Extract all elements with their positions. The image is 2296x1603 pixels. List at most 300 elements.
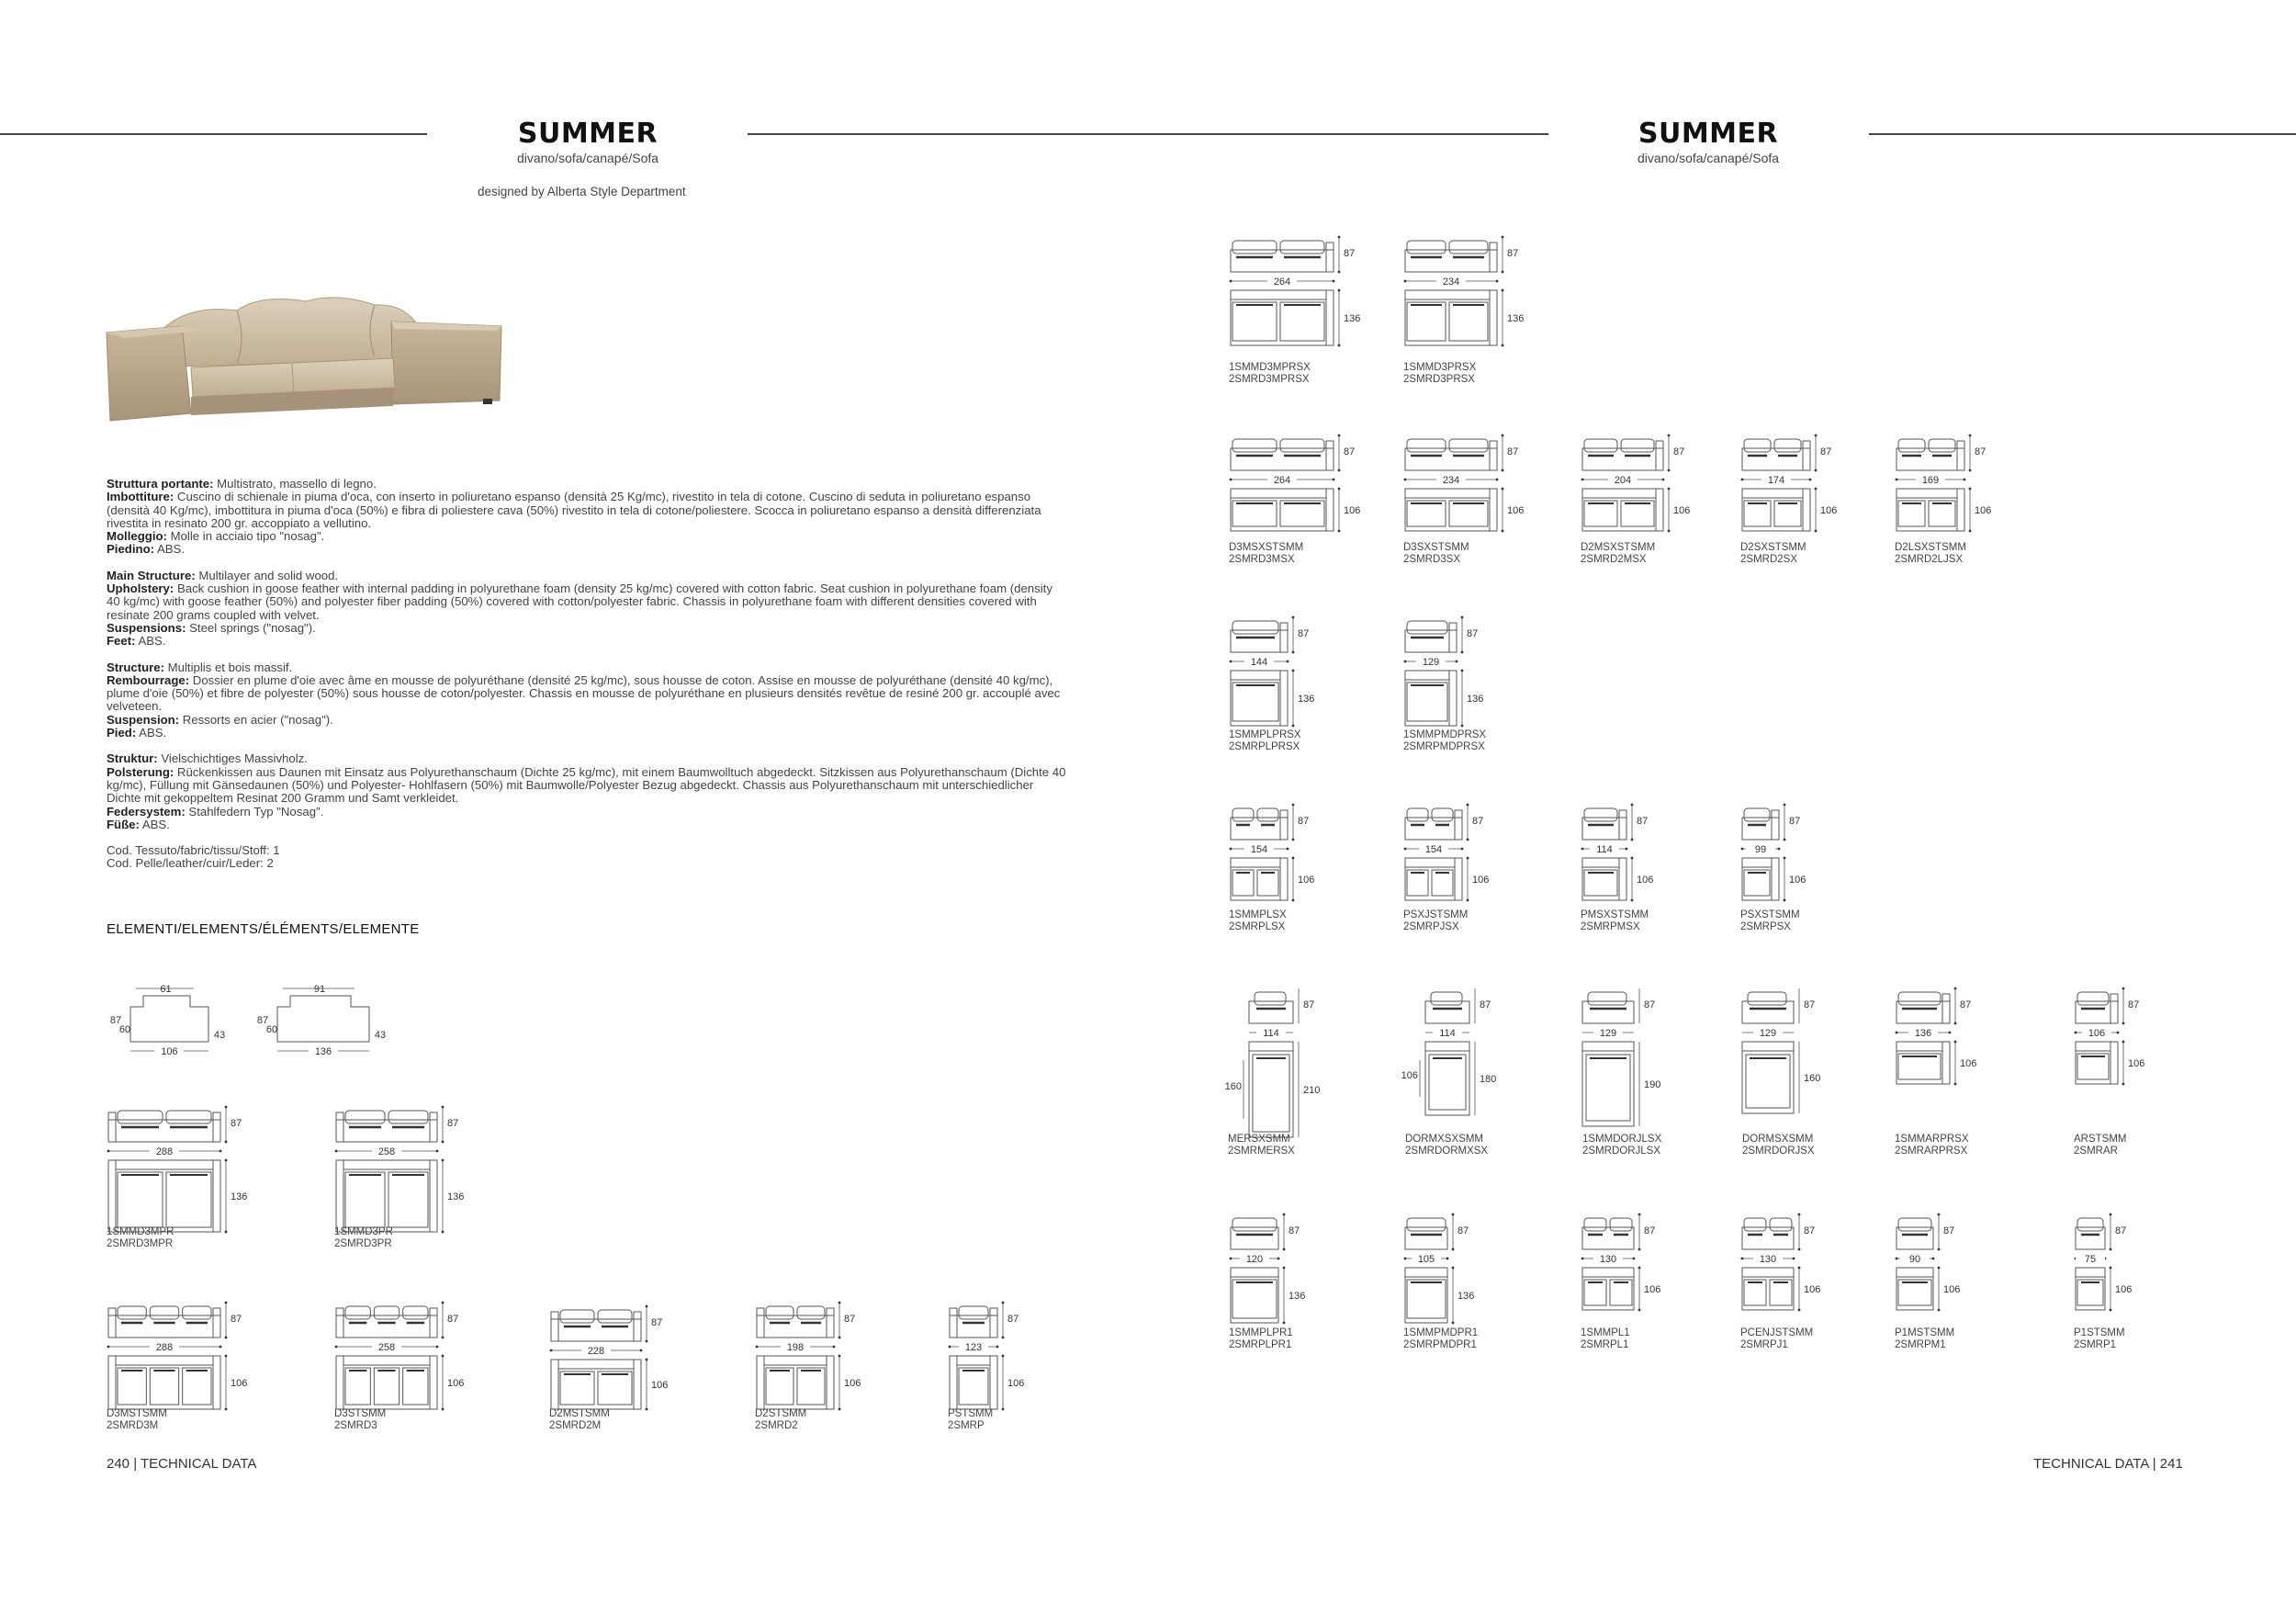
spec-label: Main Structure: xyxy=(107,568,196,582)
spec-label: Pied: xyxy=(107,726,137,740)
leather-code: 2SMRPSX xyxy=(1740,920,1791,932)
element-code xyxy=(107,1408,167,1431)
page-subtitle-left: divano/sofa/canapé/Sofa xyxy=(516,151,659,165)
depth-dimension: 106 xyxy=(651,1380,669,1391)
fabric-code: 1SMMPMDPR1 xyxy=(1403,1327,1479,1338)
width-dimension: 198 xyxy=(786,1342,805,1353)
fabric-code: D2STSMM xyxy=(755,1408,807,1419)
element-code xyxy=(1229,1327,1293,1350)
plan-view xyxy=(2076,1267,2132,1312)
element-code xyxy=(1229,729,1301,752)
height-dimension: 87 xyxy=(1007,1314,1019,1325)
plan-view xyxy=(1401,1042,1497,1115)
width-dimension: 136 xyxy=(1914,1028,1932,1039)
element-code xyxy=(1403,909,1468,932)
leather-code: 2SMRD3MPR xyxy=(107,1237,174,1249)
plan-view xyxy=(1896,488,1991,533)
front-elevation xyxy=(1582,435,1684,472)
width-dimension-line xyxy=(1581,842,1628,855)
fabric-code: PSXSTSMM xyxy=(1740,909,1800,920)
element-drawing xyxy=(1231,805,1324,920)
spec-text: Vielschichtiges Massivholz. xyxy=(157,751,308,766)
cushion-height-dimension: 87 xyxy=(109,1015,122,1026)
width-dimension: 288 xyxy=(155,1342,174,1353)
height-dimension: 87 xyxy=(1943,1225,1955,1236)
element-drawing xyxy=(1742,805,1816,920)
front-elevation xyxy=(336,1302,458,1339)
element-code xyxy=(107,1226,174,1249)
front-elevation xyxy=(1582,804,1648,841)
element-drawing xyxy=(1742,1214,1830,1330)
leather-code: 2SMRDORJSX xyxy=(1742,1145,1815,1157)
width-dimension-line xyxy=(756,1340,836,1353)
fabric-code: PSXJSTSMM xyxy=(1403,909,1469,920)
element-drawing xyxy=(2076,1214,2142,1330)
width-dimension: 129 xyxy=(1759,1028,1777,1039)
front-elevation xyxy=(1742,804,1800,841)
height-dimension: 87 xyxy=(844,1314,856,1325)
element-code xyxy=(1403,1327,1478,1350)
front-elevation xyxy=(1231,1214,1300,1251)
height-dimension: 87 xyxy=(1644,1225,1656,1236)
plan-view xyxy=(1742,1267,1820,1312)
spec-label: Piedino: xyxy=(107,542,155,557)
leather-code: 2SMRPMSX xyxy=(1581,920,1640,932)
width-dimension: 123 xyxy=(964,1342,983,1353)
depth-dimension: 190 xyxy=(1644,1079,1661,1090)
width-dimension: 154 xyxy=(1424,844,1443,855)
leather-code: 2SMRD2M xyxy=(549,1419,602,1431)
width-dimension: 288 xyxy=(155,1146,174,1157)
height-dimension: 87 xyxy=(1960,999,1972,1010)
element-code xyxy=(1740,542,1806,565)
page-footer-right: TECHNICAL DATA | 241 xyxy=(2033,1456,2183,1472)
fabric-code: 1SMMD3PR xyxy=(334,1226,393,1237)
spec-label: Feet: xyxy=(107,634,136,649)
spec-text: ABS. xyxy=(154,542,186,557)
sofa-product-image xyxy=(99,276,514,423)
width-dimension: 258 xyxy=(377,1146,396,1157)
width-dimension: 258 xyxy=(377,1342,396,1353)
front-elevation xyxy=(2076,988,2139,1025)
plan-view xyxy=(108,1355,247,1411)
depth-dimension: 106 xyxy=(2128,1058,2145,1069)
height-dimension: 87 xyxy=(231,1314,242,1325)
height-dimension: 87 xyxy=(1789,816,1801,827)
leather-code: 2SMRPMDPRSX xyxy=(1403,740,1485,752)
depth-dimension: 106 xyxy=(1975,505,1992,516)
fabric-code: P1STSMM xyxy=(2074,1327,2125,1338)
height-dimension: 87 xyxy=(447,1314,459,1325)
spec-text: Molle in acciaio tipo "nosag". xyxy=(166,529,325,544)
element-code xyxy=(1228,1134,1295,1157)
element-code xyxy=(755,1408,806,1431)
width-dimension: 154 xyxy=(1250,844,1268,855)
plan-view xyxy=(2076,1041,2144,1086)
height-dimension: 87 xyxy=(2128,999,2140,1010)
leather-code: 2SMRD2 xyxy=(755,1419,798,1431)
width-dimension: 130 xyxy=(1759,1254,1777,1265)
leather-code: 2SMRD3 xyxy=(334,1419,377,1431)
depth-dimension: 136 xyxy=(1507,313,1525,324)
width-dimension-line xyxy=(1230,655,1289,668)
fabric-code: D3SXSTSMM xyxy=(1403,542,1469,553)
front-elevation xyxy=(1405,804,1483,841)
cushion-top-dimension: 61 xyxy=(160,984,172,995)
fabric-code: 1SMMD3PRSX xyxy=(1403,362,1477,373)
fabric-code: 1SMMD3MPR xyxy=(107,1226,174,1237)
element-drawing xyxy=(1896,988,1986,1104)
element-code xyxy=(1581,542,1655,565)
front-elevation xyxy=(1582,1214,1655,1251)
fabric-code: PSTSMM xyxy=(948,1408,994,1419)
element-drawing xyxy=(1401,988,1506,1135)
width-dimension-line xyxy=(949,1340,999,1353)
depth-dimension: 210 xyxy=(1303,1085,1321,1096)
element-drawing xyxy=(1231,1214,1315,1343)
header-rule-right xyxy=(1869,133,2296,135)
height-dimension: 87 xyxy=(1458,1225,1469,1236)
front-elevation xyxy=(950,1302,1019,1339)
width-dimension: 114 xyxy=(1439,1028,1456,1039)
depth-dimension: 106 xyxy=(1644,1284,1661,1295)
spec-label: Struktur: xyxy=(107,751,158,766)
plan-view xyxy=(1582,1042,1660,1126)
spec-text: Cod. Tessuto/fabric/tissu/Stoff: 1 xyxy=(107,843,280,858)
element-drawing xyxy=(1405,1214,1484,1343)
header-rule-left xyxy=(0,133,427,135)
width-dimension-line xyxy=(1896,1026,1952,1039)
height-dimension: 87 xyxy=(231,1118,242,1129)
front-elevation xyxy=(1405,435,1518,472)
element-drawing xyxy=(1582,1214,1671,1330)
plan-view xyxy=(1225,1042,1321,1137)
cushion-inner-dimension: 60 xyxy=(118,1024,131,1035)
width-dimension-line xyxy=(107,1340,222,1353)
front-elevation xyxy=(1231,236,1355,274)
fabric-code: 1SMMPLPR1 xyxy=(1229,1327,1293,1338)
spec-block xyxy=(107,478,1069,557)
depth-dimension: 106 xyxy=(1820,505,1838,516)
leather-code: 2SMRPM1 xyxy=(1895,1338,1946,1350)
depth-dimension: 136 xyxy=(1467,694,1484,705)
height-dimension: 87 xyxy=(1820,446,1832,457)
element-code xyxy=(1582,1134,1661,1157)
plan-view xyxy=(108,1159,247,1234)
fabric-code: PCENJSTSMM xyxy=(1740,1327,1814,1338)
depth-dimension: 106 xyxy=(1789,875,1806,886)
element-drawing xyxy=(1896,435,2001,551)
plan-view xyxy=(1405,488,1524,533)
page-title-left: SUMMER xyxy=(517,118,658,150)
leather-code: 2SMRD3PR xyxy=(334,1237,392,1249)
element-code xyxy=(1403,542,1469,565)
width-dimension-line xyxy=(1230,1252,1280,1265)
element-code xyxy=(334,1226,393,1249)
height-dimension: 87 xyxy=(1975,446,1986,457)
leather-code: 2SMRD3SX xyxy=(1403,553,1460,565)
width-dimension-line xyxy=(1742,1026,1794,1039)
width-dimension-line xyxy=(2075,1026,2120,1039)
width-dimension-line xyxy=(1249,1026,1293,1039)
width-dimension: 114 xyxy=(1596,844,1613,855)
element-drawing xyxy=(1742,435,1847,551)
depth-dimension: 106 xyxy=(2115,1284,2133,1295)
element-drawing xyxy=(1564,988,1671,1146)
leather-code: 2SMRPL1 xyxy=(1581,1338,1629,1350)
width-dimension-line xyxy=(107,1145,222,1157)
element-drawing xyxy=(1231,237,1370,366)
leather-code: 2SMRD2MSX xyxy=(1581,553,1647,565)
plan-view xyxy=(1582,488,1690,533)
leather-code: 2SMRD3MPRSX xyxy=(1229,373,1310,385)
spec-text: Ressorts en acier ("nosag"). xyxy=(179,712,333,727)
height-dimension: 87 xyxy=(1344,446,1356,457)
plan-view xyxy=(1231,289,1360,347)
spec-label: Rembourrage: xyxy=(107,672,190,687)
fabric-code: 1SMMPL1 xyxy=(1581,1327,1630,1338)
leather-code: 2SMRD3M xyxy=(107,1419,159,1431)
leather-code: 2SMRD3MSX xyxy=(1229,553,1295,565)
secondary-depth-dimension: 160 xyxy=(1224,1081,1242,1092)
cushion-drawing xyxy=(108,985,242,1058)
front-elevation xyxy=(757,1302,855,1339)
plan-view xyxy=(950,1355,1024,1411)
front-elevation xyxy=(1582,988,1655,1023)
height-dimension: 87 xyxy=(1472,816,1484,827)
element-code xyxy=(1405,1134,1488,1157)
cushion-inner-dimension: 60 xyxy=(265,1024,278,1035)
leather-code: 2SMRDORJLSX xyxy=(1582,1145,1660,1157)
depth-dimension: 180 xyxy=(1480,1074,1497,1085)
plan-view xyxy=(1896,1267,1960,1312)
spec-label: Upholstery: xyxy=(107,581,174,596)
fabric-code: MERSXSMM xyxy=(1228,1134,1290,1145)
front-elevation xyxy=(1231,616,1309,654)
front-elevation xyxy=(1896,435,1986,472)
fabric-code: 1SMMDORJLSX xyxy=(1582,1134,1662,1145)
width-dimension-line xyxy=(1581,1252,1636,1265)
element-code xyxy=(1581,1327,1630,1350)
width-dimension: 234 xyxy=(1442,475,1460,486)
fabric-code: 1SMMD3MPRSX xyxy=(1229,362,1311,373)
width-dimension-line xyxy=(1230,842,1289,855)
element-code xyxy=(1229,542,1303,565)
element-code xyxy=(948,1408,993,1431)
fabric-code: D3MSXSTSMM xyxy=(1229,542,1304,553)
plan-view xyxy=(757,1355,861,1411)
plan-view xyxy=(1231,488,1360,533)
depth-dimension: 106 xyxy=(231,1378,248,1389)
plan-view xyxy=(1405,857,1489,902)
spec-label: Suspension: xyxy=(107,712,180,727)
spec-label: Molleggio: xyxy=(107,529,167,544)
fabric-code: 1SMMPLPRSX xyxy=(1229,729,1301,740)
element-drawing xyxy=(1896,1214,1970,1330)
width-dimension: 129 xyxy=(1599,1028,1617,1039)
leather-code: 2SMRDORMXSX xyxy=(1405,1145,1489,1157)
depth-dimension: 106 xyxy=(1804,1284,1821,1295)
cushion-width-dimension: 136 xyxy=(314,1046,332,1057)
spec-label: Structure: xyxy=(107,660,165,674)
width-dimension-line xyxy=(1404,275,1499,288)
spec-text: ABS. xyxy=(139,817,170,831)
element-drawing xyxy=(1405,805,1499,920)
plan-view xyxy=(1405,1267,1474,1325)
front-elevation xyxy=(551,1305,662,1343)
spec-block xyxy=(107,752,1069,831)
cushion-side-dimension: 43 xyxy=(374,1030,387,1041)
depth-dimension: 136 xyxy=(1289,1291,1306,1302)
spec-block xyxy=(107,844,1069,871)
width-dimension-line xyxy=(1741,842,1781,855)
front-elevation xyxy=(1405,236,1518,274)
depth-dimension: 106 xyxy=(1960,1058,1977,1069)
height-dimension: 87 xyxy=(447,1118,459,1129)
fabric-code: D2MSTSMM xyxy=(549,1408,610,1419)
element-code xyxy=(1740,909,1800,932)
spec-label: Federsystem: xyxy=(107,804,186,818)
leather-code: 2SMRD2LJSX xyxy=(1895,553,1964,565)
spec-text: Multilayer and solid wood. xyxy=(195,568,339,582)
element-drawing xyxy=(1582,805,1663,920)
front-elevation xyxy=(1742,1214,1815,1251)
element-code xyxy=(1403,362,1476,385)
width-dimension-line xyxy=(1581,473,1665,486)
height-dimension: 87 xyxy=(1289,1225,1300,1236)
front-elevation xyxy=(108,1302,242,1339)
depth-dimension: 106 xyxy=(1007,1378,1025,1389)
plan-view xyxy=(1231,670,1314,728)
height-dimension: 87 xyxy=(1507,248,1519,259)
width-dimension-line xyxy=(1230,275,1335,288)
spec-text: Cuscino di schienale in piuma d'oca, con inserto in poliuretano espanso (densità 25 Kg/mc), rivestito in tela di cotone. Cuscino di seduta in poliuretano espanso (densità 40 Kg/mc), imbottitura in piuma d'oca (50%) e fibra di poliestere cava (50%) rivestito in tela di cotone/poliestere. Scocca in poliuretano espanso a densità differenziata rivestita in resinato 200 gr. accoppiato a vellutino. xyxy=(107,490,1041,530)
cushion-width-dimension: 106 xyxy=(161,1046,178,1057)
fabric-code: D2SXSTSMM xyxy=(1740,542,1806,553)
element-drawing xyxy=(1405,617,1493,746)
fabric-code: 1SMMARPRSX xyxy=(1895,1134,1969,1145)
width-dimension-line xyxy=(1425,1026,1469,1039)
leather-code: 2SMRP1 xyxy=(2074,1338,2117,1350)
height-dimension: 87 xyxy=(1298,628,1310,639)
front-elevation xyxy=(336,1106,458,1144)
fabric-code: D2LSXSTSMM xyxy=(1895,542,1966,553)
width-dimension-line xyxy=(550,1344,643,1357)
designer-credit: designed by Alberta Style Department xyxy=(478,185,686,198)
height-dimension: 87 xyxy=(651,1317,663,1328)
width-dimension-line xyxy=(1230,473,1335,486)
element-code xyxy=(334,1408,386,1431)
element-code xyxy=(2074,1327,2125,1350)
plan-view xyxy=(1582,1267,1660,1312)
spec-text: Cod. Pelle/leather/cuir/Leder: 2 xyxy=(107,856,274,871)
fabric-code: PMSXSTSMM xyxy=(1581,909,1649,920)
depth-dimension: 136 xyxy=(1298,694,1315,705)
spec-label: Polsterung: xyxy=(107,764,174,779)
element-drawing xyxy=(1405,435,1534,551)
spec-text: Rückenkissen aus Daunen mit Einsatz aus Polyurethanschaum (Dichte 25 kg/mc), mit einem Baumwolltuch abgedeckt. Sitzkissen aus Polyurethanschaum (Dichte 40 kg/mc), Füllung mit Gänsedaunen (50%) und Polyester- Hohlfasern (50%) mit Baumwolle/Polyester Bezug abgedeckt. Chassis aus Polyurethanschaum mit unterschiedlicher Dichte mit gekoppeltem Resinat 200 Gramm und Samt verkleidet. xyxy=(107,764,1066,806)
width-dimension-line xyxy=(1404,473,1499,486)
element-drawing xyxy=(1231,617,1324,746)
depth-dimension: 136 xyxy=(1458,1291,1475,1302)
spec-text: Dossier en plume d'oie avec âme en mousse de polyuréthane (densité 25 kg/mc), sous housse de coton. Assise en mousse de polyuréthane (densité 40 kg/mc), plume d'oie (50%) et fibre de polyester (50%) sous housse de coton/polyester. Chassis en mousse de polyuréthane en plusieurs densités revêtue de resiné 200 gr. accouplé avec velveteen. xyxy=(107,672,1061,714)
width-dimension: 264 xyxy=(1273,475,1291,486)
fabric-code: D2MSXSTSMM xyxy=(1581,542,1656,553)
width-dimension: 234 xyxy=(1442,277,1460,288)
element-code xyxy=(549,1408,610,1431)
page-subtitle-right: divano/sofa/canapé/Sofa xyxy=(1637,151,1780,165)
depth-dimension: 106 xyxy=(1344,505,1361,516)
element-code xyxy=(1403,729,1486,752)
element-drawing xyxy=(1724,988,1830,1134)
plan-view xyxy=(336,1355,464,1411)
height-dimension: 87 xyxy=(1644,999,1656,1010)
front-elevation xyxy=(1231,435,1355,472)
fabric-code: DORMXSXSMM xyxy=(1405,1134,1483,1145)
width-dimension: 144 xyxy=(1250,657,1268,668)
depth-dimension: 106 xyxy=(1673,505,1691,516)
leather-code: 2SMRPMDPR1 xyxy=(1403,1338,1477,1350)
element-drawing xyxy=(1224,988,1330,1157)
depth-dimension: 106 xyxy=(1507,505,1525,516)
front-elevation xyxy=(1405,1214,1469,1251)
height-dimension: 87 xyxy=(1673,446,1685,457)
fabric-code: DORMSXSMM xyxy=(1742,1134,1814,1145)
front-elevation xyxy=(1425,988,1491,1023)
width-dimension-line xyxy=(335,1145,439,1157)
spec-text: Multiplis et bois massif. xyxy=(164,660,293,674)
element-drawing xyxy=(2076,988,2155,1104)
width-dimension: 120 xyxy=(1245,1254,1264,1265)
width-dimension-line xyxy=(2075,1252,2107,1265)
plan-view xyxy=(1582,857,1653,902)
cushion-top-dimension: 91 xyxy=(313,984,326,995)
leather-code: 2SMRPJSX xyxy=(1403,920,1459,932)
width-dimension: 75 xyxy=(2084,1254,2097,1265)
width-dimension-line xyxy=(1741,1252,1795,1265)
fabric-code: 1SMMPMDPRSX xyxy=(1403,729,1487,740)
cushion-drawing xyxy=(255,985,402,1058)
width-dimension-line xyxy=(1404,655,1458,668)
plan-view xyxy=(1742,488,1837,533)
cushion-side-dimension: 43 xyxy=(213,1030,226,1041)
leather-code: 2SMRMERSX xyxy=(1228,1145,1295,1157)
element-drawing xyxy=(1582,435,1700,551)
width-dimension: 130 xyxy=(1599,1254,1617,1265)
plan-view xyxy=(1231,857,1314,902)
spec-text: Multistrato, massello di legno. xyxy=(213,477,377,491)
front-elevation xyxy=(1231,804,1309,841)
depth-dimension: 106 xyxy=(1298,875,1315,886)
spec-label: Struttura portante: xyxy=(107,477,214,491)
height-dimension: 87 xyxy=(1467,628,1479,639)
height-dimension: 87 xyxy=(1344,248,1356,259)
width-dimension-line xyxy=(1741,473,1812,486)
spec-label: Füße: xyxy=(107,817,140,831)
width-dimension: 129 xyxy=(1422,657,1440,668)
height-dimension: 87 xyxy=(1804,999,1816,1010)
front-elevation xyxy=(2076,1214,2126,1251)
plan-view xyxy=(1742,1042,1820,1113)
leather-code: 2SMRD2SX xyxy=(1740,553,1797,565)
width-dimension-line xyxy=(1404,1252,1449,1265)
depth-dimension: 136 xyxy=(447,1191,465,1202)
width-dimension: 228 xyxy=(587,1346,605,1357)
plan-view xyxy=(336,1159,464,1234)
height-dimension: 87 xyxy=(2115,1225,2127,1236)
leather-code: 2SMRP xyxy=(948,1419,985,1431)
spec-label: Suspensions: xyxy=(107,620,186,635)
